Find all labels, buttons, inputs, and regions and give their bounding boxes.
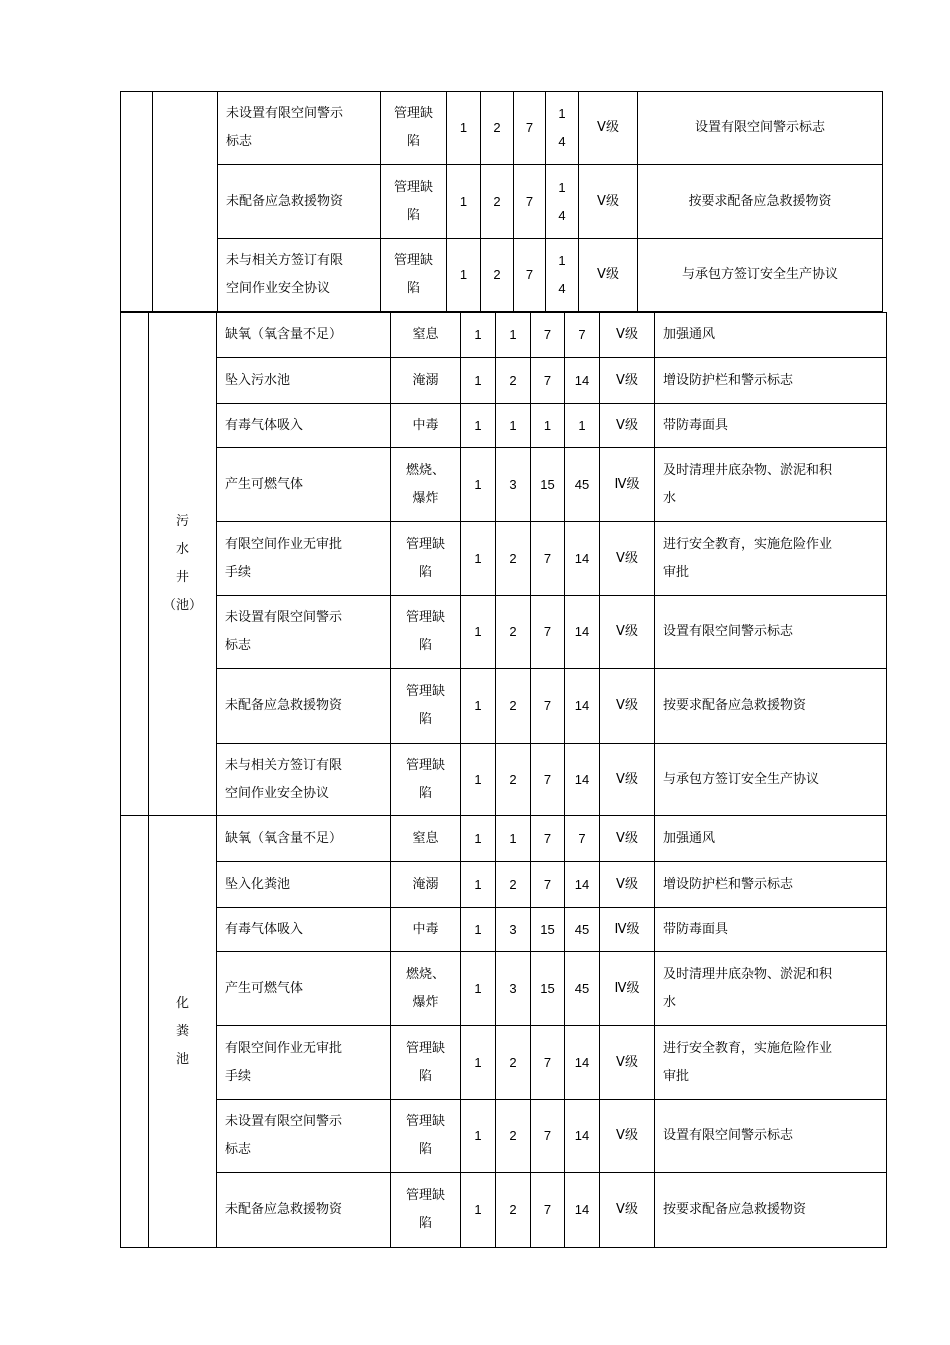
- exposure-cell: 2: [496, 1026, 531, 1100]
- likelihood-cell: 1: [447, 239, 481, 312]
- likelihood-cell: 1: [447, 92, 481, 165]
- likelihood-cell: 1: [461, 522, 496, 596]
- exposure-cell: 2: [496, 862, 531, 908]
- likelihood-cell: 1: [461, 952, 496, 1026]
- danger-score-cell: 45: [565, 952, 600, 1026]
- hazard-type-cell-line: 管理缺: [405, 757, 445, 773]
- danger-score-cell: [546, 92, 579, 165]
- table-row: [121, 1100, 887, 1173]
- likelihood-cell: 1: [461, 908, 496, 952]
- hazard-cell: 产生可燃气体: [217, 952, 391, 1026]
- hazard-cell: 坠入化粪池: [217, 862, 391, 908]
- location-label-char: 化: [175, 995, 189, 1011]
- consequence-cell: 7: [531, 816, 565, 862]
- consequence-cell: 7: [531, 744, 565, 816]
- hazard-type-cell-line: 燃烧、: [405, 966, 445, 982]
- table-row: [121, 744, 887, 816]
- control-measure-cell-line: 及时清理井底杂物、淤泥和积: [663, 966, 833, 982]
- table-row: [121, 92, 883, 165]
- likelihood-cell: 1: [461, 358, 496, 404]
- consequence-cell: 1: [531, 404, 565, 448]
- exposure-cell: 1: [496, 313, 531, 358]
- danger-score-cell: 45: [565, 908, 600, 952]
- hazard-cell: [217, 596, 391, 669]
- table-row: [121, 358, 887, 404]
- hazard-type-cell-line: 管理缺: [405, 1188, 445, 1203]
- hazard-type-cell: [391, 1173, 461, 1248]
- likelihood-cell: 1: [461, 816, 496, 862]
- control-measure-cell-line: 及时清理井底杂物、淤泥和积: [663, 462, 833, 478]
- hazard-type-cell-line: 陷: [418, 712, 432, 727]
- danger-score-cell: 14: [565, 744, 600, 816]
- consequence-cell: 7: [514, 165, 546, 239]
- hazard-type-cell-line: 燃烧、: [405, 462, 445, 478]
- hazard-type-cell-line: 管理缺: [405, 1040, 445, 1056]
- hazard-type-cell-line: 陷: [418, 1142, 432, 1157]
- risk-level-cell: Ⅴ级: [600, 596, 655, 669]
- hazard-type-cell-line: 管理缺: [393, 253, 433, 268]
- control-measure-cell: 带防毒面具: [655, 908, 887, 952]
- control-measure-cell-line: 水: [663, 994, 677, 1010]
- hazard-cell: 产生可燃气体: [217, 448, 391, 522]
- risk-level-cell: Ⅴ级: [600, 862, 655, 908]
- hazard-type-cell: [391, 669, 461, 744]
- exposure-cell: 3: [496, 908, 531, 952]
- control-measure-cell: 加强通风: [655, 313, 887, 358]
- exposure-cell: 3: [496, 448, 531, 522]
- hazard-type-cell: [381, 239, 447, 312]
- hazard-type-cell: [391, 1100, 461, 1173]
- danger-score-cell: [546, 165, 579, 239]
- likelihood-cell: 1: [461, 862, 496, 908]
- hazard-type-cell-line: 陷: [406, 207, 420, 223]
- hazard-type-cell: [381, 165, 447, 239]
- hazard-type-cell: 淹溺: [391, 358, 461, 404]
- risk-level-cell: Ⅴ级: [600, 816, 655, 862]
- table-row: [121, 952, 887, 1026]
- danger-score-cell-line: 1: [558, 106, 566, 121]
- exposure-cell: 2: [496, 744, 531, 816]
- hazard-type-cell-line: 陷: [406, 281, 420, 296]
- control-measure-cell-line: 进行安全教育，实施危险作业: [663, 1040, 833, 1056]
- hazard-cell: 未配备应急救援物资: [217, 669, 391, 744]
- consequence-cell: 7: [531, 669, 565, 744]
- hazard-type-cell: [391, 1026, 461, 1100]
- control-measure-cell: 加强通风: [655, 816, 887, 862]
- consequence-cell: 7: [531, 313, 565, 358]
- consequence-cell: 7: [531, 1026, 565, 1100]
- risk-level-cell: Ⅴ级: [600, 404, 655, 448]
- exposure-cell: 1: [496, 816, 531, 862]
- exposure-cell: 3: [496, 952, 531, 1026]
- table-row: [121, 239, 883, 312]
- danger-score-cell: 14: [565, 1026, 600, 1100]
- index-cell: [121, 92, 153, 312]
- table-row: [121, 816, 887, 862]
- hazard-type-cell-line: 爆炸: [412, 490, 439, 506]
- table-row: [121, 313, 887, 358]
- hazard-cell: [218, 92, 381, 165]
- hazard-cell-line: 标志: [226, 134, 253, 149]
- exposure-cell: 2: [496, 522, 531, 596]
- consequence-cell: 7: [531, 358, 565, 404]
- consequence-cell: 15: [531, 908, 565, 952]
- hazard-type-cell: [391, 596, 461, 669]
- exposure-cell: 2: [496, 1173, 531, 1248]
- danger-score-cell: 7: [565, 313, 600, 358]
- hazard-type-cell: 窒息: [391, 816, 461, 862]
- location-label-char: （池）: [162, 598, 202, 613]
- danger-score-cell: 14: [565, 1100, 600, 1173]
- hazard-cell: [217, 744, 391, 816]
- control-measure-cell: 设置有限空间警示标志: [655, 1100, 887, 1173]
- risk-level-cell: Ⅳ级: [600, 448, 655, 522]
- hazard-cell: [217, 1026, 391, 1100]
- consequence-cell: 7: [531, 522, 565, 596]
- danger-score-cell-line: 4: [558, 207, 566, 223]
- hazard-cell-line: 有限空间作业无审批: [225, 536, 343, 552]
- hazard-type-cell-line: 陷: [418, 638, 432, 653]
- location-cell: [149, 313, 217, 816]
- control-measure-cell-line: 水: [663, 490, 677, 506]
- danger-score-cell: 1: [565, 404, 600, 448]
- control-measure-cell: 按要求配备应急救援物资: [638, 165, 883, 239]
- danger-score-cell-line: 4: [558, 281, 566, 296]
- consequence-cell: 7: [514, 239, 546, 312]
- likelihood-cell: 1: [461, 669, 496, 744]
- location-label-char: 水: [175, 542, 189, 557]
- hazard-cell: [217, 522, 391, 596]
- control-measure-cell: 设置有限空间警示标志: [655, 596, 887, 669]
- risk-level-cell: Ⅴ级: [579, 239, 638, 312]
- risk-level-cell: Ⅴ级: [579, 92, 638, 165]
- table-row: [121, 908, 887, 952]
- control-measure-cell-line: 审批: [663, 1068, 690, 1084]
- exposure-cell: 1: [496, 404, 531, 448]
- hazard-cell-line: 手续: [225, 1068, 252, 1084]
- table-row: [121, 862, 887, 908]
- consequence-cell: 7: [531, 862, 565, 908]
- hazard-type-cell-line: 管理缺: [405, 536, 445, 552]
- consequence-cell: 7: [531, 1173, 565, 1248]
- consequence-cell: 15: [531, 448, 565, 522]
- exposure-cell: 2: [481, 92, 514, 165]
- consequence-cell: 7: [531, 1100, 565, 1173]
- likelihood-cell: 1: [461, 448, 496, 522]
- table-row: [121, 596, 887, 669]
- hazard-type-cell: [381, 92, 447, 165]
- danger-score-cell: 14: [565, 522, 600, 596]
- risk-level-cell: Ⅴ级: [600, 313, 655, 358]
- hazard-cell: 缺氧（氧含量不足）: [217, 313, 391, 358]
- likelihood-cell: 1: [461, 1026, 496, 1100]
- hazard-type-cell-line: 陷: [418, 564, 432, 580]
- exposure-cell: 2: [481, 239, 514, 312]
- control-measure-cell: 增设防护栏和警示标志: [655, 358, 887, 404]
- risk-level-cell: Ⅴ级: [600, 522, 655, 596]
- hazard-cell-line: 未与相关方签订有限: [226, 253, 344, 268]
- likelihood-cell: 1: [461, 404, 496, 448]
- risk-level-cell: Ⅴ级: [600, 744, 655, 816]
- hazard-cell: 坠入污水池: [217, 358, 391, 404]
- likelihood-cell: 1: [461, 744, 496, 816]
- hazard-type-cell: 中毒: [391, 404, 461, 448]
- consequence-cell: 7: [514, 92, 546, 165]
- risk-level-cell: Ⅴ级: [579, 165, 638, 239]
- exposure-cell: 2: [496, 358, 531, 404]
- hazard-cell: 未配备应急救援物资: [217, 1173, 391, 1248]
- exposure-cell: 2: [496, 669, 531, 744]
- control-measure-cell: 按要求配备应急救援物资: [655, 1173, 887, 1248]
- hazard-cell: [217, 1100, 391, 1173]
- likelihood-cell: 1: [461, 596, 496, 669]
- hazard-type-cell: [391, 744, 461, 816]
- table-row: [121, 448, 887, 522]
- table-row: [121, 1173, 887, 1248]
- control-measure-cell: [655, 952, 887, 1026]
- hazard-cell-line: 手续: [225, 564, 252, 580]
- risk-level-cell: Ⅴ级: [600, 358, 655, 404]
- danger-score-cell: 14: [565, 596, 600, 669]
- hazard-type-cell-line: 管理缺: [405, 1114, 445, 1129]
- control-measure-cell: 带防毒面具: [655, 404, 887, 448]
- index-cell: [121, 816, 149, 1248]
- risk-table-septic-tank: [120, 815, 887, 1248]
- hazard-type-cell-line: 陷: [418, 785, 432, 801]
- hazard-cell: [218, 239, 381, 312]
- hazard-cell: 有毒气体吸入: [217, 404, 391, 448]
- exposure-cell: 2: [496, 596, 531, 669]
- risk-table-top: [120, 91, 883, 312]
- likelihood-cell: 1: [461, 1173, 496, 1248]
- exposure-cell: 2: [481, 165, 514, 239]
- hazard-cell-line: 标志: [225, 1142, 252, 1157]
- danger-score-cell: 7: [565, 816, 600, 862]
- control-measure-cell-line: 进行安全教育，实施危险作业: [663, 536, 833, 552]
- risk-table-sewage-well: [120, 312, 887, 816]
- table-row: [121, 522, 887, 596]
- likelihood-cell: 1: [447, 165, 481, 239]
- risk-level-cell: Ⅴ级: [600, 1026, 655, 1100]
- hazard-cell-line: 未设置有限空间警示: [226, 106, 344, 121]
- danger-score-cell-line: 4: [558, 134, 566, 149]
- danger-score-cell-line: 1: [558, 253, 566, 268]
- table-row: [121, 165, 883, 239]
- risk-level-cell: Ⅴ级: [600, 1173, 655, 1248]
- danger-score-cell: 14: [565, 1173, 600, 1248]
- hazard-cell-line: 标志: [225, 638, 252, 653]
- hazard-cell: 有毒气体吸入: [217, 908, 391, 952]
- risk-level-cell: Ⅴ级: [600, 1100, 655, 1173]
- danger-score-cell: 14: [565, 358, 600, 404]
- index-cell: [121, 313, 149, 816]
- hazard-cell-line: 未设置有限空间警示: [225, 610, 343, 625]
- hazard-type-cell-line: 爆炸: [412, 994, 439, 1010]
- hazard-type-cell-line: 陷: [406, 134, 420, 149]
- exposure-cell: 2: [496, 1100, 531, 1173]
- consequence-cell: 15: [531, 952, 565, 1026]
- control-measure-cell: [655, 522, 887, 596]
- location-cell: [149, 816, 217, 1248]
- location-label-char: 井: [175, 570, 189, 585]
- control-measure-cell: [655, 1026, 887, 1100]
- hazard-cell: 未配备应急救援物资: [218, 165, 381, 239]
- hazard-type-cell-line: 管理缺: [405, 684, 445, 699]
- hazard-type-cell: 窒息: [391, 313, 461, 358]
- likelihood-cell: 1: [461, 313, 496, 358]
- hazard-type-cell: [391, 952, 461, 1026]
- table-row: [121, 669, 887, 744]
- hazard-type-cell: 淹溺: [391, 862, 461, 908]
- danger-score-cell: 14: [565, 669, 600, 744]
- danger-score-cell: 14: [565, 862, 600, 908]
- hazard-type-cell: 中毒: [391, 908, 461, 952]
- location-cell: [153, 92, 218, 312]
- hazard-cell-line: 未与相关方签订有限: [225, 757, 343, 773]
- location-label-char: 粪: [175, 1023, 189, 1039]
- control-measure-cell: 与承包方签订安全生产协议: [638, 239, 883, 312]
- likelihood-cell: 1: [461, 1100, 496, 1173]
- hazard-type-cell: [391, 448, 461, 522]
- location-label-char: 污: [175, 514, 189, 529]
- hazard-type-cell-line: 陷: [418, 1216, 432, 1231]
- hazard-cell-line: 有限空间作业无审批: [225, 1040, 343, 1056]
- risk-level-cell: Ⅴ级: [600, 669, 655, 744]
- table-row: [121, 1026, 887, 1100]
- danger-score-cell-line: 1: [558, 179, 566, 195]
- control-measure-cell: 设置有限空间警示标志: [638, 92, 883, 165]
- control-measure-cell: [655, 448, 887, 522]
- table-row: [121, 404, 887, 448]
- hazard-cell-line: 空间作业安全协议: [226, 281, 331, 296]
- risk-level-cell: Ⅳ级: [600, 908, 655, 952]
- hazard-cell-line: 空间作业安全协议: [225, 785, 330, 801]
- control-measure-cell: 增设防护栏和警示标志: [655, 862, 887, 908]
- risk-level-cell: Ⅳ级: [600, 952, 655, 1026]
- consequence-cell: 7: [531, 596, 565, 669]
- hazard-type-cell-line: 陷: [418, 1068, 432, 1084]
- hazard-type-cell: [391, 522, 461, 596]
- danger-score-cell: 45: [565, 448, 600, 522]
- hazard-type-cell-line: 管理缺: [393, 106, 433, 121]
- control-measure-cell-line: 审批: [663, 564, 690, 580]
- hazard-cell-line: 未设置有限空间警示: [225, 1114, 343, 1129]
- hazard-cell: 缺氧（氧含量不足）: [217, 816, 391, 862]
- hazard-type-cell-line: 管理缺: [405, 610, 445, 625]
- hazard-type-cell-line: 管理缺: [393, 179, 433, 195]
- danger-score-cell: [546, 239, 579, 312]
- control-measure-cell: 按要求配备应急救援物资: [655, 669, 887, 744]
- location-label-char: 池: [175, 1051, 189, 1067]
- control-measure-cell: 与承包方签订安全生产协议: [655, 744, 887, 816]
